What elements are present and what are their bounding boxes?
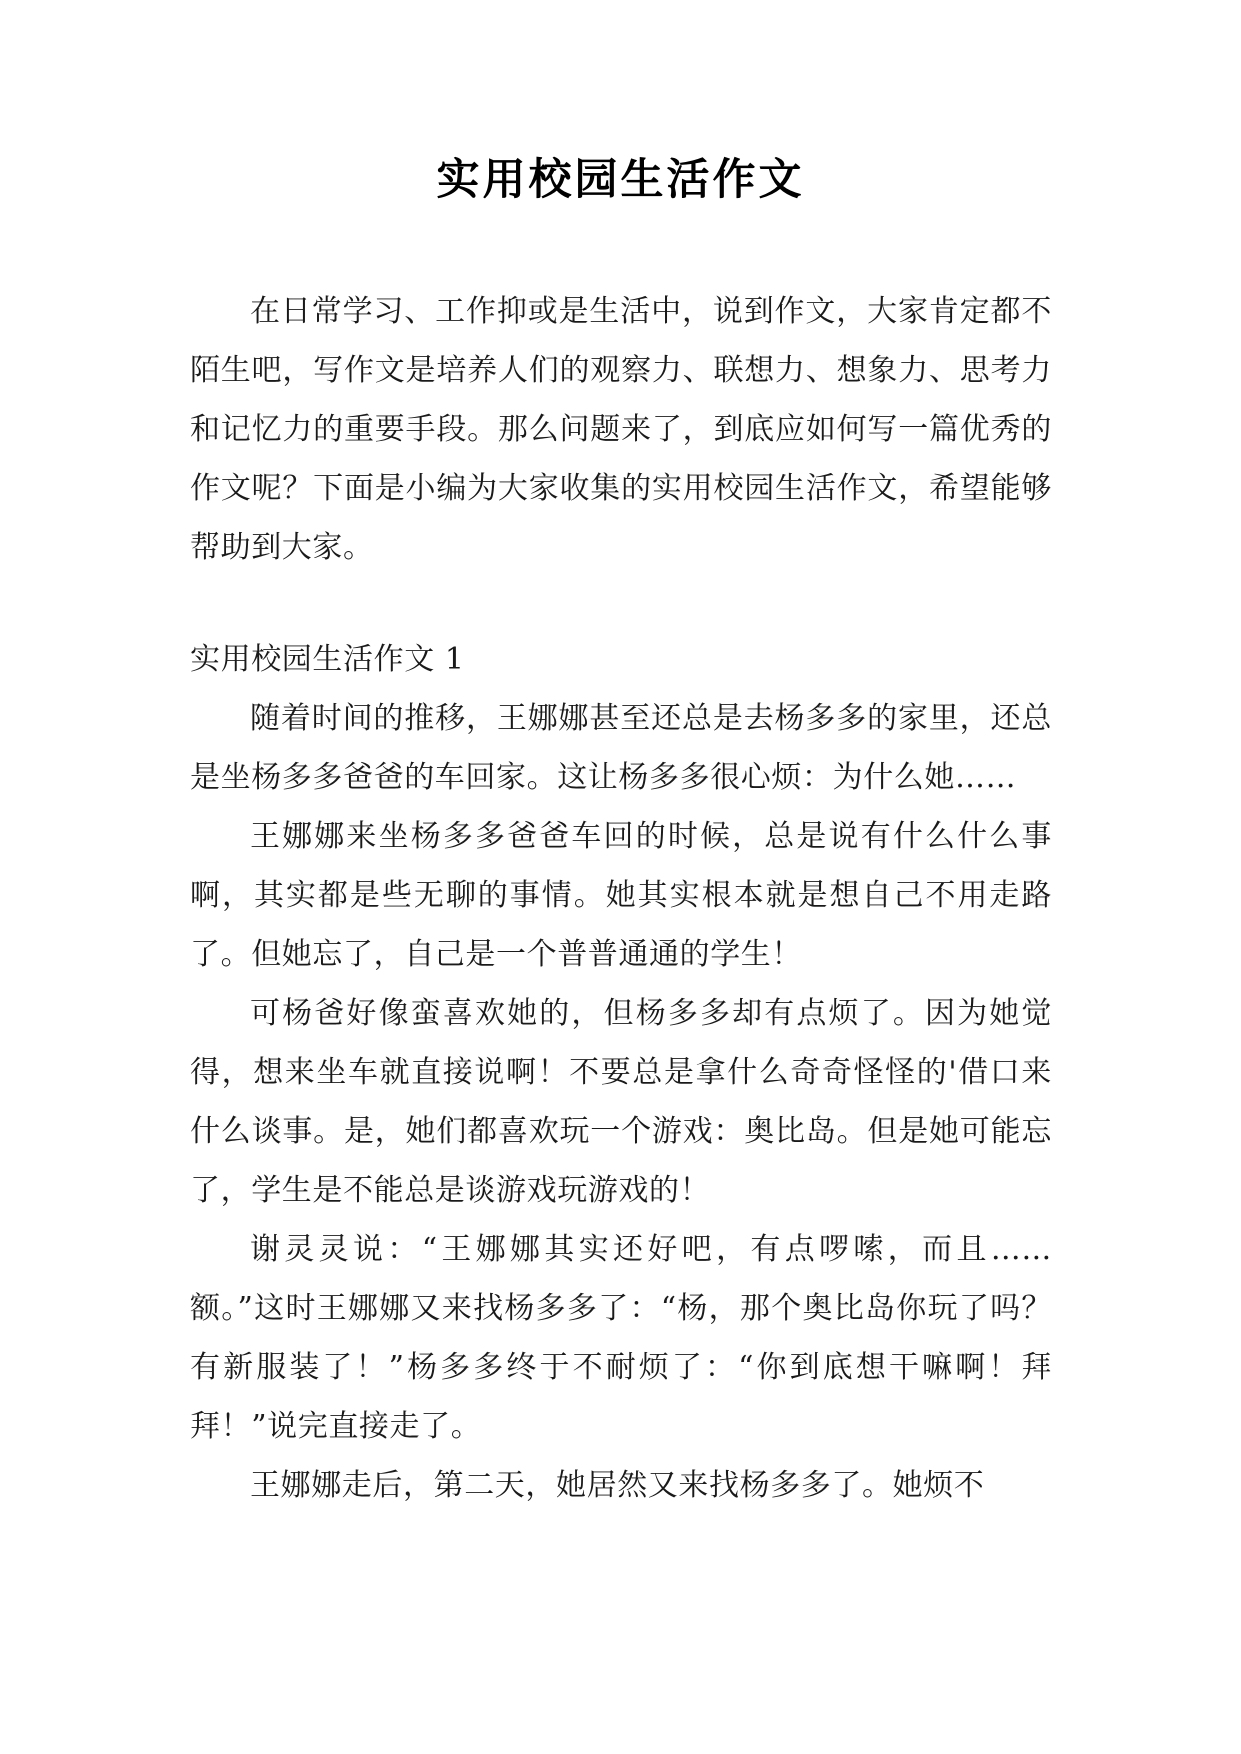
document-title: 实用校园生活作文	[436, 155, 805, 205]
body-paragraph: 王娜娜走后，第二天，她居然又来找杨多多了。她烦不	[250, 1468, 985, 1503]
body-paragraph: 可杨爸好像蛮喜欢她的，但杨多多却有点烦了。因为她觉得，想来坐车就直接说啊！不要总是拿什么奇奇怪怪的'借口来什么谈事。是，她们都喜欢玩一个游戏：奥比岛。但是她可能忘了，学生是不能总是谈游戏玩游戏的！	[190, 996, 1052, 1208]
intro-paragraph: 在日常学习、工作抑或是生活中，说到作文，大家肯定都不陌生吧，写作文是培养人们的观察力、联想力、想象力、思考力和记忆力的重要手段。那么问题来了，到底应如何写一篇优秀的作文呢？下面是小编为大家收集的实用校园生活作文，希望能够帮助到大家。	[190, 294, 1052, 565]
body-paragraph: 谢灵灵说：“王娜娜其实还好吧，有点啰嗦，而且……额。”这时王娜娜又来找杨多多了：“杨，那个奥比岛你玩了吗？有新服装了！”杨多多终于不耐烦了：“你到底想干嘛啊！拜拜！”说完直接走了。	[190, 1232, 1052, 1444]
document-body	[190, 282, 1052, 1515]
body-paragraph: 王娜娜来坐杨多多爸爸车回的时候，总是说有什么什么事啊，其实都是些无聊的事情。她其实根本就是想自己不用走路了。但她忘了，自己是一个普普通通的学生！	[190, 819, 1052, 972]
section-heading: 实用校园生活作文 1	[190, 642, 465, 677]
body-paragraph: 随着时间的推移，王娜娜甚至还总是去杨多多的家里，还总是坐杨多多爸爸的车回家。这让杨多多很心烦：为什么她……	[190, 701, 1052, 795]
